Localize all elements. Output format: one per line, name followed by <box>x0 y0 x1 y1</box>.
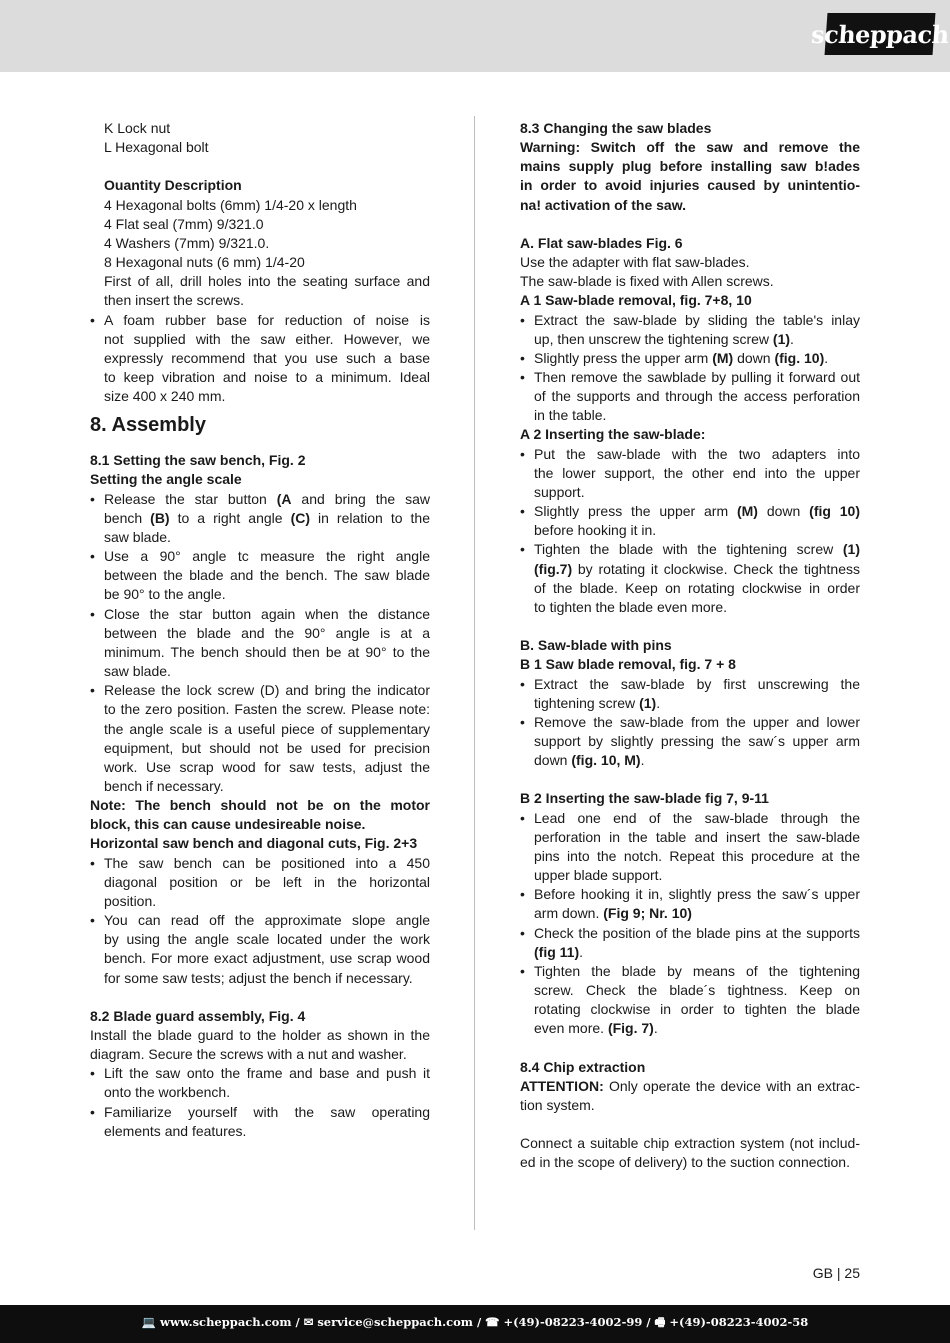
bullet-item: • Familiarize yourself with the saw operating elements and features. <box>90 1103 430 1141</box>
bullet-line: in the table. <box>534 407 607 424</box>
bullet-item: • Release the lock screw (D) and bring the indicator to the zero position. Fasten the screw. Please note: the angle scale is a useful piece of supplementary equipment, but should not be used for precision work. Use scrap wood for saw tests, adjust the bench if necessary. <box>90 681 430 796</box>
bullet-line: saw blade. <box>104 663 171 680</box>
bullet-item: • Use a 90° angle tc measure the right angle between the blade and the bench. The saw blade be 90° to the angle. <box>90 547 430 604</box>
left-column <box>90 119 430 1141</box>
paragraph-line: First of all, drill holes into the seating surface and <box>104 273 430 290</box>
quantity-heading: Ouantity Description <box>104 177 242 194</box>
note-line: Note: The bench should not be on the motor <box>90 797 430 814</box>
paragraph-line: Install the blade guard to the holder as shown in the <box>90 1027 430 1043</box>
subsection-heading: 8.3 Changing the saw blades <box>520 120 712 136</box>
bullet-line: You can read off the approximate slope angle <box>104 912 430 929</box>
subsection-subheading: B. Saw-blade with pins <box>520 637 672 654</box>
bullet-line: up, then unscrew the tightening screw (1). <box>534 330 794 347</box>
bullet-line: size 400 x 240 mm. <box>104 388 226 405</box>
bullet-line: Check the position of the blade pins at the supports <box>534 924 860 941</box>
header-band <box>0 0 950 72</box>
bullet-line: arm down. (Fig 9; Nr. 10) <box>534 905 692 922</box>
quantity-item: 4 Flat seal (7mm) 9/321.0 <box>104 215 264 232</box>
bullet-line: Extract the saw-blade by first unscrewing the <box>534 675 860 692</box>
warning-line: mains supply plug before installing saw b!ades <box>520 158 860 175</box>
bullet-line: Familiarize yourself with the saw operating <box>104 1103 430 1120</box>
bullet-line: tightening screw (1). <box>534 694 661 711</box>
bullet-line: expressly recommend that you use such a base <box>104 349 430 366</box>
bullet-item: • Extract the saw-blade by first unscrewing the tightening screw (1). <box>520 675 860 713</box>
bullet-line: equipment, but should not be used for precision <box>104 739 430 756</box>
bullet-item: • Extract the saw-blade by sliding the table's inlay up, then unscrew the tightening screw (1). <box>520 311 860 349</box>
bullet-line: Close the star button again when the distance <box>104 605 430 622</box>
bullet-line: Slightly press the upper arm (M) down (fig. 10). <box>534 349 829 366</box>
bullet-line: even more. (Fig. 7). <box>534 1020 658 1037</box>
subsection-subheading: A 2 Inserting the saw-blade: <box>520 426 706 443</box>
bullet-line: diagonal position or be left in the horizontal <box>104 873 430 890</box>
bullet-line: by using the angle scale located under the work <box>104 931 430 948</box>
bullet-line: down (fig. 10, M). <box>534 752 645 769</box>
warning-line: Warning: Switch off the saw and remove the <box>520 139 860 156</box>
bullet-line: the lower support, the other end into the upper <box>534 464 860 481</box>
bullet-line: (fig 11). <box>534 943 584 960</box>
bullet-line: elements and features. <box>104 1122 247 1139</box>
bullet-line: support by slightly pressing the saw´s upper arm <box>534 732 860 749</box>
bullet-line: perforation in the table and insert the saw-blade <box>534 828 860 845</box>
subsection-subheading: A 1 Saw-blade removal, fig. 7+8, 10 <box>520 292 752 309</box>
subsection-subheading: B 1 Saw blade removal, fig. 7 + 8 <box>520 656 736 673</box>
bullet-line: to keep vibration and noise to a minimum. Ideal <box>104 369 430 386</box>
bullet-line: minimum. The bench should then be at 90° to the <box>104 643 430 660</box>
bullet-line: for some saw tests; adjust the bench if necessary. <box>104 969 413 986</box>
bullet-line: work. Use scrap wood for saw tests, adjust the <box>104 758 430 775</box>
column-divider <box>474 116 475 1230</box>
bullet-line: A foam rubber base for reduction of noise is <box>104 311 430 328</box>
bullet-item: • Tighten the blade by means of the tightening screw. Check the blade´s tightness. Keep on rotating clockwise in order to tighten the blade even more. (Fig. 7). <box>520 962 860 1039</box>
bullet-line: to tighten the blade even more. <box>534 598 728 615</box>
bullet-line: Remove the saw-blade from the upper and lower <box>534 713 860 730</box>
quantity-item: 4 Hexagonal bolts (6mm) 1/4-20 x length <box>104 196 357 213</box>
warning-line: in order to avoid injuries caused by unintentio- <box>520 177 860 194</box>
note-line: block, this can cause undesireable noise. <box>90 816 366 833</box>
bullet-line: onto the workbench. <box>104 1084 231 1101</box>
quantity-item: 4 Washers (7mm) 9/321.0. <box>104 234 270 251</box>
bullet-line: bench if necessary. <box>104 777 224 794</box>
bullet-line: (fig.7) by rotating it clockwise. Check the tightness <box>534 560 860 577</box>
subsection-subheading: Setting the angle scale <box>90 471 242 488</box>
bullet-line: Use a 90° angle tc measure the right angle <box>104 548 430 565</box>
paragraph-line: Use the adapter with flat saw-blades. <box>520 254 750 271</box>
bullet-item: • Then remove the sawblade by pulling it forward out of the supports and through the access perforation in the table. <box>520 368 860 425</box>
bullet-line: between the blade and the bench. The saw blade <box>104 567 430 584</box>
paragraph-line: tion system. <box>520 1096 595 1113</box>
bullet-line: Release the lock screw (D) and bring the indicator <box>104 682 430 699</box>
bullet-item: • Put the saw-blade with the two adapters into the lower support, the other end into the upper support. <box>520 445 860 502</box>
warning-line: na! activation of the saw. <box>520 196 686 213</box>
bullet-line: The saw bench can be positioned into a 450 <box>104 854 430 871</box>
right-column <box>520 119 860 1173</box>
page-number: GB | 25 <box>812 1265 860 1281</box>
bullet-line: the angle scale is a useful piece of supplementary <box>104 720 430 737</box>
bullet-line: Tighten the blade with the tightening screw (1) <box>534 541 860 558</box>
subsection-subheading: A. Flat saw-blades Fig. 6 <box>520 234 683 251</box>
bullet-item: • Check the position of the blade pins at the supports (fig 11). <box>520 924 860 962</box>
bullet-line: of the supports and through the access perforation <box>534 388 860 405</box>
bullet-line: Put the saw-blade with the two adapters into <box>534 445 860 462</box>
bullet-line: between the blade and the 90° angle is at a <box>104 624 430 641</box>
bullet-line: Release the star button (A and bring the saw <box>104 490 430 507</box>
bullet-item: • Lead one end of the saw-blade through the perforation in the table and insert the saw-blade pins into the notch. Repeat this procedure at the upper blade support. <box>520 809 860 886</box>
bullet-line: Then remove the sawblade by pulling it forward out <box>534 369 860 386</box>
bullet-line: Tighten the blade by means of the tightening <box>534 962 860 979</box>
bullet-item: • Close the star button again when the distance between the blade and the 90° angle is at a minimum. The bench should then be at 90° to the saw blade. <box>90 605 430 682</box>
paragraph-line: The saw-blade is fixed with Allen screws. <box>520 273 774 290</box>
quantity-item: 8 Hexagonal nuts (6 mm) 1/4-20 <box>104 254 305 271</box>
bullet-line: bench (B) to a right angle (C) in relation to the <box>104 509 430 526</box>
bullet-line: Extract the saw-blade by sliding the table's inlay <box>534 311 860 328</box>
footer-contact: 💻 www.scheppach.com / ✉ service@scheppach.com / ☎ +(49)-08223-4002-99 / 🖷 +(49)-08223-4002-58 <box>141 1315 809 1329</box>
subsection-subheading: B 2 Inserting the saw-blade fig 7, 9-11 <box>520 790 769 807</box>
bullet-line: Lead one end of the saw-blade through the <box>534 809 860 826</box>
paragraph-line: Connect a suitable chip extraction system (not includ- <box>520 1135 860 1152</box>
paragraph-line: then insert the screws. <box>104 292 245 309</box>
bullet-line: Slightly press the upper arm (M) down (fig 10) <box>534 503 861 520</box>
bullet-line: screw. Check the blade´s tightness. Keep on <box>534 981 860 998</box>
bullet-item: • Tighten the blade with the tightening screw (1) (fig.7) by rotating it clockwise. Check the tightness of the blade. Keep on rotating clockwise in order to tighten the blade even more. <box>520 540 860 617</box>
bullet-line: Before hooking it in, slightly press the saw´s upper <box>534 886 860 903</box>
bullet-line: pins into the notch. Repeat this procedure at the <box>534 847 860 864</box>
bullet-item: • Slightly press the upper arm (M) down (fig. 10). <box>520 349 860 368</box>
subsection-subheading: Horizontal saw bench and diagonal cuts, Fig. 2+3 <box>90 835 418 852</box>
bullet-line: saw blade. <box>104 528 171 545</box>
subsection-heading: 8.4 Chip extraction <box>520 1058 646 1075</box>
subsection-heading: 8.1 Setting the saw bench, Fig. 2 <box>90 452 306 469</box>
bullet-line: Lift the saw onto the frame and base and push it <box>104 1065 430 1082</box>
parts-item: L Hexagonal bolt <box>104 139 209 156</box>
bullet-item: • A foam rubber base for reduction of noise is not supplied with the saw either. However, we expressly recommend that you use such a base to keep vibration and noise to a minimum. Ideal size 400 x 240 mm. <box>90 311 430 407</box>
subsection-heading: 8.2 Blade guard assembly, Fig. 4 <box>90 1007 306 1024</box>
paragraph-line: diagram. Secure the screws with a nut and washer. <box>90 1046 407 1063</box>
paragraph-line: ed in the scope of delivery) to the suction connection. <box>520 1154 850 1171</box>
bullet-item: • Before hooking it in, slightly press the saw´s upper arm down. (Fig 9; Nr. 10) <box>520 885 860 923</box>
section-heading: 8. Assembly <box>90 414 206 437</box>
paragraph-line: ATTENTION: Only operate the device with an extrac- <box>520 1077 860 1094</box>
bullet-line: bench. For more exact adjustment, use scrap wood <box>104 950 430 967</box>
bullet-line: before hooking it in. <box>534 522 657 539</box>
bullet-line: of the blade. Keep on rotating clockwise in order <box>534 579 860 596</box>
brand-logo: scheppach <box>825 13 936 55</box>
bullet-item: • Release the star button (A and bring the saw bench (B) to a right angle (C) in relation to the saw blade. <box>90 490 430 547</box>
bullet-item: • Lift the saw onto the frame and base and push it onto the workbench. <box>90 1064 430 1102</box>
bullet-item: • You can read off the approximate slope angle by using the angle scale located under the work bench. For more exact adjustment, use scrap wood for some saw tests; adjust the bench if necessary. <box>90 911 430 988</box>
bullet-item: • Slightly press the upper arm (M) down (fig 10) before hooking it in. <box>520 502 860 540</box>
bullet-line: be 90° to the angle. <box>104 586 226 603</box>
bullet-line: rotating clockwise in order to tighten the blade <box>534 1001 860 1018</box>
bullet-item: • Remove the saw-blade from the upper and lower support by slightly pressing the saw´s upper arm down (fig. 10, M). <box>520 713 860 770</box>
bullet-item: • The saw bench can be positioned into a 450 diagonal position or be left in the horizontal position. <box>90 854 430 911</box>
bullet-line: to the zero position. Fasten the screw. Please note: <box>104 701 430 718</box>
bullet-line: not supplied with the saw either. However, we <box>104 330 430 347</box>
bullet-line: position. <box>104 892 157 909</box>
bullet-line: support. <box>534 483 585 500</box>
bullet-line: upper blade support. <box>534 867 663 884</box>
parts-item: K Lock nut <box>104 120 171 136</box>
